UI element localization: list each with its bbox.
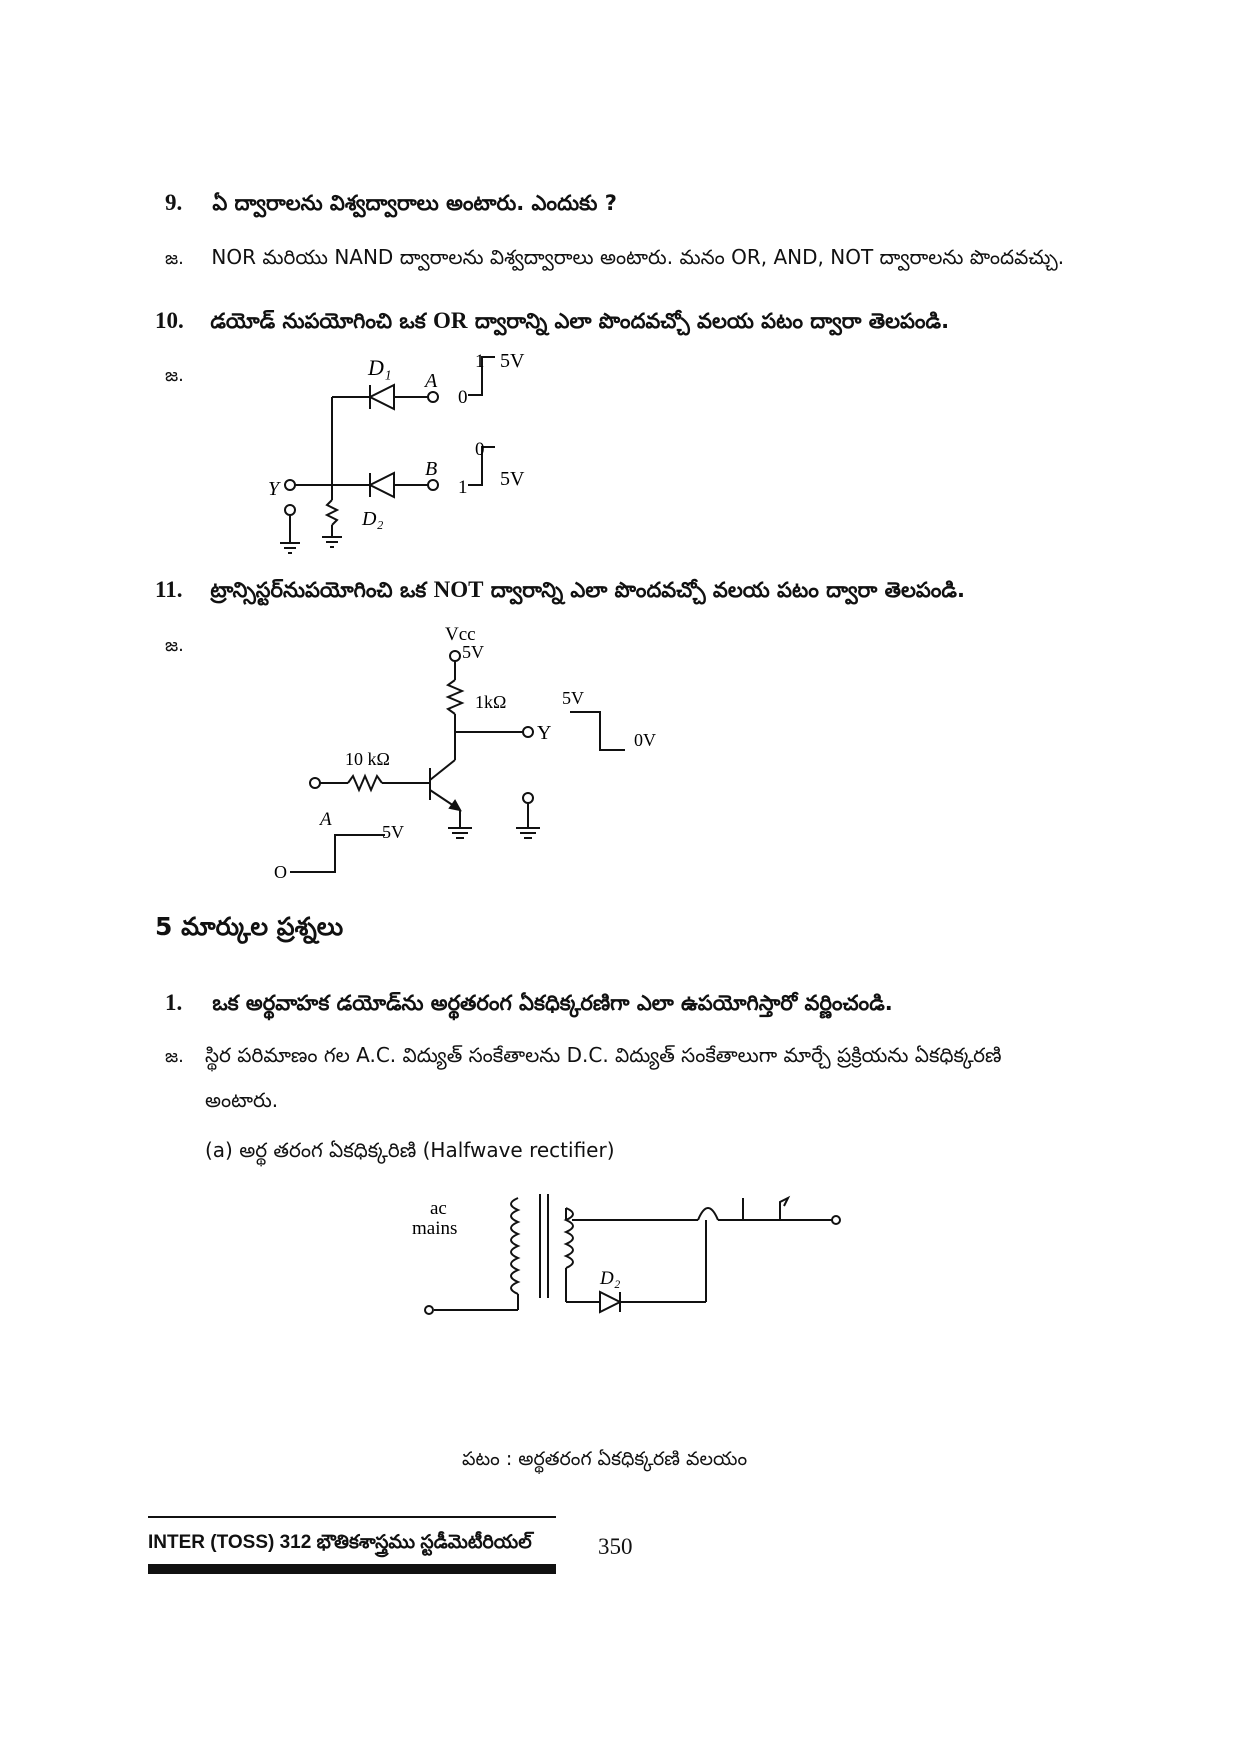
b-low-label: 1 [458,477,468,498]
diode-or-circuit [250,345,590,560]
question-text-pre: డయోడ్ నుపయోగించి ఒక [210,309,434,333]
answer-marker: జ. [165,1046,184,1067]
a-label: A [425,370,438,392]
out-high-label: 5V [562,688,584,708]
y-label: Y [537,722,552,744]
question-number: 11. [155,577,183,602]
answer-marker: జ. [165,635,184,656]
d2-label: D₂ [600,1268,621,1289]
figure-caption: పటం : అర్థతరంగ ఏకధిక్కరణి వలయం [462,1448,748,1470]
b-high-label: 0 [475,439,485,460]
mains-label: mains [412,1218,458,1239]
answer-10-marker-wrap [165,365,205,390]
d1-label: D₁ [368,355,392,380]
question-9 [165,190,617,221]
question-number: 9. [165,190,183,215]
a-label: A [320,809,332,830]
question-1 [165,990,893,1021]
question-text-bold: NOT [433,577,484,602]
question-number: 10. [155,308,184,333]
a-volt-label: 5V [500,350,525,372]
a-high-label: 1 [475,351,485,372]
answer-9 [165,245,1064,274]
in-volt-label: 5V [382,822,404,842]
answer-1-line2: అంటారు. [205,1088,279,1112]
question-text-post: ద్వారాన్ని ఎలా పొందవచ్చో వలయ పటం ద్వారా తెలపండి. [483,578,965,602]
out-low-label: 0V [634,730,656,750]
question-text: ఏ ద్వారాలను విశ్వద్వారాలు అంటారు. ఎందుకు ? [212,191,617,215]
answer-11-marker-wrap [165,635,205,660]
subitem-halfwave: (a) అర్థ తరంగ ఏకధిక్కరిణి (Halfwave rectifier) [205,1138,615,1162]
vcc-label: Vcc [445,624,476,645]
footer-top-rule [148,1516,556,1518]
question-11 [155,577,965,608]
question-text-bold: OR [433,308,468,333]
question-text: ఒక అర్థవాహక డయోడ్‌ను అర్థతరంగ ఏకధిక్కరణిగా ఎలా ఉపయోగిస్తారో వర్ణించండి. [212,991,893,1015]
footer-bottom-rule [148,1564,556,1574]
rb-label: 10 kΩ [345,749,390,769]
b-label: B [425,458,438,480]
b-volt-label: 5V [500,468,525,490]
halfwave-rectifier-diagram [400,1180,860,1340]
answer-1 [165,1043,1095,1072]
question-10 [155,308,949,339]
d2-label: D₂ [362,508,384,530]
y-label: Y [268,478,280,500]
in-zero-label: O [274,862,287,882]
ac-label: ac [430,1198,447,1219]
rc-label: 1kΩ [475,692,507,712]
answer-marker: జ. [165,365,184,386]
question-text-post: ద్వారాన్ని ఎలా పొందవచ్చో వలయ పటం ద్వారా తెలపండి. [467,309,950,333]
transistor-not-circuit [270,620,680,900]
answer-marker: జ. [165,248,184,269]
footer-title: INTER (TOSS) 312 భౌతికశాస్త్రము స్టడీమెటీరియల్ [148,1532,532,1553]
page-number: 350 [598,1534,633,1559]
question-number: 1. [165,990,183,1015]
section-heading: 5 మార్కుల ప్రశ్నలు [155,912,344,941]
answer-text-line1: స్థిర పరిమాణం గల A.C. విద్యుత్ సంకేతాలను D.C. విద్యుత్ సంకేతాలుగా మార్చే ప్రక్రియను ఏకధిక్కరణి [205,1043,1002,1067]
a-low-label: 0 [458,387,468,408]
answer-text: NOR మరియు NAND ద్వారాలను విశ్వద్వారాలు అంటారు. మనం OR, AND, NOT ద్వారాలను పొందవచ్చు. [211,245,1065,269]
vcc-volt-label: 5V [462,642,484,662]
question-text-pre: ట్రాన్సిస్టర్‌నుపయోగించి ఒక [210,578,434,602]
